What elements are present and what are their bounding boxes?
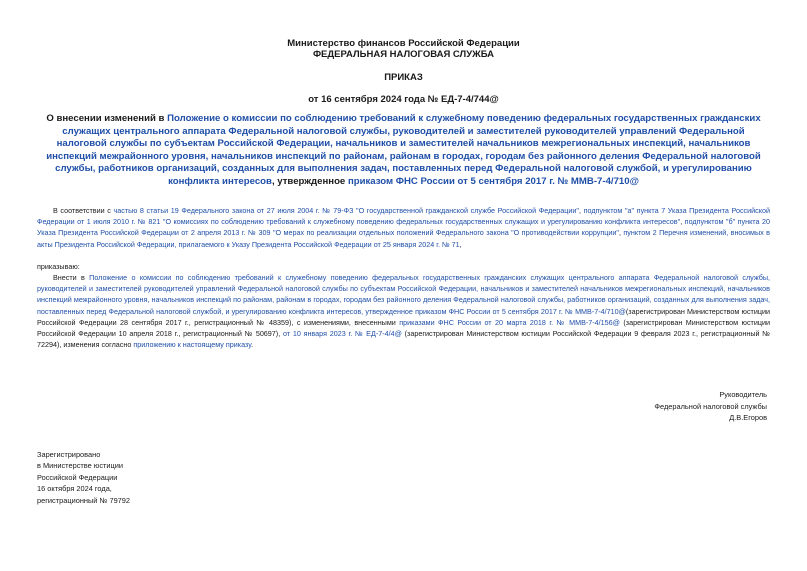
preamble-text-4: , [618,228,624,238]
registration-line-3: Российской Федерации [37,472,118,482]
body-link-appendix[interactable]: приложению к настоящему приказу [133,340,252,350]
ministry-name: Министерство финансов Российской Федерации [287,38,520,49]
registration-number: регистрационный № 79792 [37,495,131,505]
document-date-number: от 16 сентября 2024 года № ЕД-7-4/744@ [308,94,499,105]
body-link-regulation[interactable]: Положение о комиссии по соблюдению требований к служебному поведению федеральных государственных гражданских служащих центрального аппарата Федеральной налоговой службы, руководителей и заместителей руководителей управлений Федеральной налоговой службы по субъектам Российской Федерации, начальников и заместителей начальников межрегиональных инспекций, начальников инспекций межрайонного уровня, начальников инспекций по районам, районам в городах, городам без районного деления Федеральной налоговой службы, работников организаций, созданных для выполнения задач, поставленных перед Федеральной налоговой службой, и урегулированию конфликта интересов, утвержденное приказом ФНС России от 5 сентября 2017 г. № ММВ-7-4/710@ [37,273,770,316]
preamble-text-3: , [680,217,685,227]
preamble-text-2: , [578,206,584,215]
preamble-link-decree-309[interactable]: подпунктом "б" пункта 20 Указа Президента Российской Федерации от 2 апреля 2013 г. № 309 "О мерах по реализации отдельных положений Федерального закона "О противодействии коррупции" [37,217,770,238]
preamble-paragraph [37,205,770,250]
document-type: ПРИКАЗ [384,72,423,83]
order-word: приказываю: [37,262,80,271]
registration-date: 16 октября 2024 года, [37,484,112,494]
title-link-regulation[interactable]: Положение о комиссии по соблюдению требований к служебному поведению федеральных государственных гражданских служащих центрального аппарата Федеральной налоговой службы, руководителей и заместителей руководителей управлений Федеральной налоговой службы по субъектам Российской Федерации, начальников и заместителей начальников межрегиональных инспекций, начальников инспекций межрайонного уровня, начальников инспекций по районам, районам в городах, городам без районного деления Федеральной налоговой службы, работников организаций, созданных для выполнения задач, поставленных перед Федеральной налоговой службой, и урегулированию конфликта интересов [46,113,761,187]
registration-line-2: в Министерстве юстиции [37,461,124,471]
body-link-order-2023[interactable]: от 10 января 2023 г. № ЕД-7-4/4@ [282,329,402,339]
preamble-text-5: , [459,239,462,249]
preamble-link-decree-71[interactable]: пунктом 2 Перечня изменений, вносимых в акты Президента Российской Федерации, прилагаемого к Указу Президента Российской Федерации от 25 января 2024 г. № 71 [37,228,770,249]
title-prefix: О внесении изменений в [46,113,168,124]
registration-block [37,449,130,506]
preamble-link-law[interactable]: частью 8 статьи 19 Федерального закона от 27 июля 2004 г. № 79-ФЗ "О государственной гражданской службе Российской Федерации" [113,206,579,215]
signature-block [654,389,767,424]
service-name: ФЕДЕРАЛЬНАЯ НАЛОГОВАЯ СЛУЖБА [312,49,495,60]
body-link-order-2018[interactable]: приказами ФНС России от 20 марта 2018 г. № ММВ-7-4/156@ [399,317,620,327]
body-text-1: Внести в [53,273,90,282]
preamble-text-1: В соответствии с [53,206,114,215]
order-body-paragraph [37,272,770,350]
title-link-order[interactable]: приказом ФНС России от 5 сентября 2017 г. № ММВ-7-4/710@ [347,175,639,187]
signature-name: Д.В.Егоров [729,413,767,422]
body-text-5: . [251,340,254,350]
signature-organization: Федеральной налоговой службы [654,401,767,411]
preamble-link-decree-821[interactable]: подпунктом "а" пункта 7 Указа Президента Российской Федерации от 1 июля 2010 г. № 821 "О комиссиях по соблюдению требований к служебному поведению федеральных государственных служащих и урегулированию конфликта интересов" [37,206,771,227]
body-text-3: (зарегистрирован Министерством юстиции Российской Федерации 10 апреля 2018 г., регистрационный № 50697), [37,317,770,339]
title-middle: , утвержденное [271,175,348,187]
document-title [40,113,767,189]
registration-line-1: Зарегистрировано [37,450,101,459]
body-text-2: (зарегистрирован Министерством юстиции Российской Федерации 28 сентября 2017 г., регистрационный № 48359), с изменениями, внесенными [37,306,770,327]
body-text-4: (зарегистрирован Министерством юстиции Российской Федерации 9 февраля 2023 г., регистрационный № 72294), изменения согласно [37,329,770,350]
signature-position: Руководитель [719,390,767,399]
